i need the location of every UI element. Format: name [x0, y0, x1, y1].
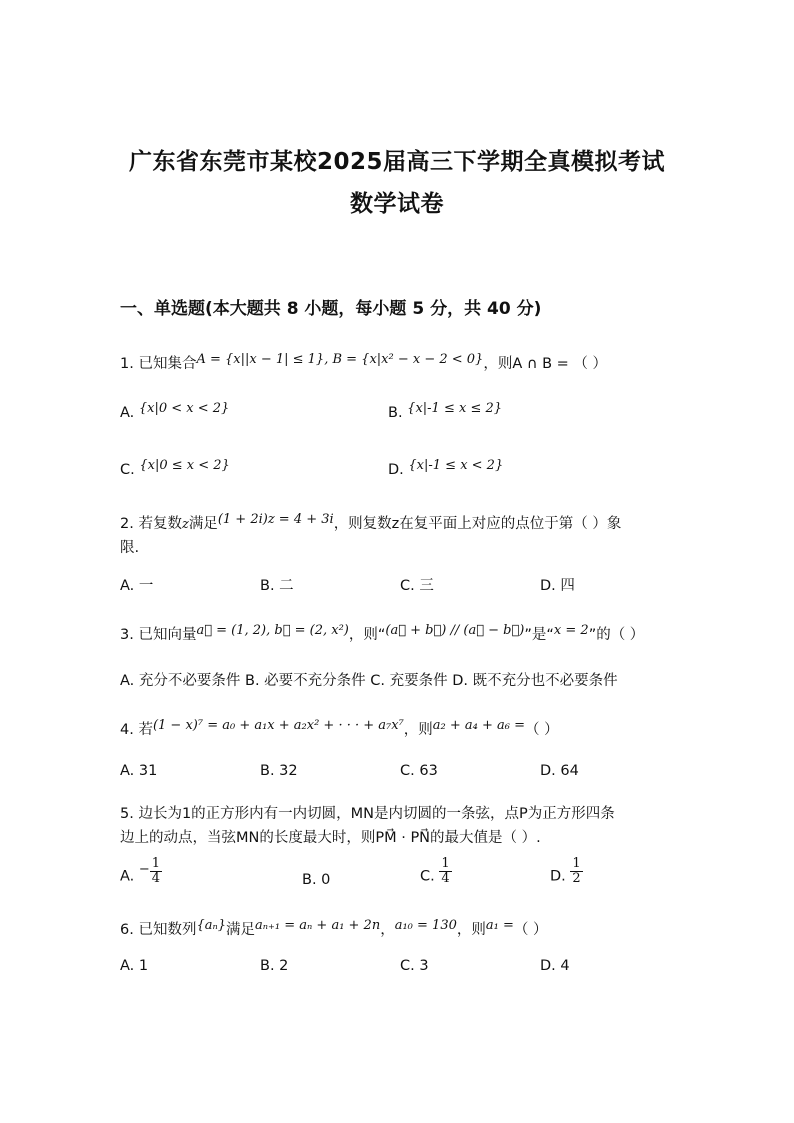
q1-option-c[interactable]: [120, 458, 230, 478]
q3-options[interactable]: A. 充分不必要条件 B. 必要不充分条件 C. 充要条件 D. 既不充分也不必要条件: [120, 673, 618, 689]
minus-sign: −: [138, 862, 150, 877]
q2-option-a[interactable]: A. 一: [120, 578, 154, 594]
q6-option-d[interactable]: D. 4: [540, 958, 570, 974]
question-6: [120, 918, 547, 939]
question-2-line2: 限.: [120, 540, 140, 556]
numerator: 1: [572, 856, 581, 871]
q1-option-b[interactable]: [388, 401, 503, 421]
q6-mid3: ，则: [456, 922, 486, 938]
q2-prefix: 2. 若复数: [120, 516, 182, 532]
q6-prefix: 6. 已知数列: [120, 922, 197, 938]
q5-option-c[interactable]: [420, 856, 452, 891]
q4-mid: ，则: [403, 722, 433, 738]
q3-mid: ，则“: [348, 627, 386, 643]
option-math: {x|0 ≤ x < 2}: [139, 458, 230, 473]
q6-math3: a₁₀ = 130: [394, 918, 457, 933]
q4-option-a[interactable]: A. 31: [120, 763, 158, 779]
option-letter: D.: [550, 868, 566, 885]
option-letter: B.: [388, 405, 403, 421]
q4-option-d[interactable]: D. 64: [540, 763, 579, 779]
q3-math2: (a⃗ + b⃗) // (a⃗ − b⃗): [385, 623, 525, 638]
q2-option-b[interactable]: B. 二: [260, 578, 294, 594]
q4-option-b[interactable]: B. 32: [260, 763, 298, 779]
q6-mid: 满足: [226, 922, 256, 938]
question-4: [120, 718, 559, 739]
option-letter: D.: [388, 462, 404, 478]
question-2: [120, 512, 621, 533]
q4-suffix: （ ）: [525, 722, 559, 738]
section-heading-single-choice: 一、单选题(本大题共 8 小题，每小题 5 分，共 40 分): [120, 299, 542, 319]
q5-option-b[interactable]: B. 0: [302, 872, 331, 888]
q2-option-d[interactable]: D. 四: [540, 578, 575, 594]
q6-math2: aₙ₊₁ = aₙ + a₁ + 2n: [255, 918, 381, 933]
q1-option-d[interactable]: [388, 458, 504, 478]
q6-mid2: ，: [380, 922, 395, 938]
q1-prefix: 1. 已知集合: [120, 356, 197, 372]
q6-suffix: （ ）: [513, 922, 548, 938]
q2-suffix: ，则复数z在复平面上对应的点位于第（ ）象: [333, 516, 622, 532]
q4-prefix: 4. 若: [120, 722, 153, 738]
q3-mid2: ”是“: [524, 627, 554, 643]
denominator: 2: [572, 871, 581, 886]
q2-var: z: [181, 517, 189, 532]
question-5-line2: 边上的动点，当弦MN的长度最大时，则PM⃗ · PN⃗的最大值是（ ）.: [120, 830, 541, 846]
q6-math4: a₁ =: [485, 918, 514, 933]
q2-option-c[interactable]: C. 三: [400, 578, 434, 594]
q5-d-fraction: [570, 857, 582, 886]
numerator: 1: [151, 856, 161, 871]
q5-a-fraction: [139, 857, 162, 886]
q1-option-a[interactable]: [120, 401, 230, 421]
option-letter: A.: [120, 868, 135, 885]
exam-title-line2: 数学试卷: [350, 191, 444, 217]
denominator: 4: [441, 871, 450, 886]
q6-option-a[interactable]: A. 1: [120, 958, 149, 974]
q1-suffix: ，则A ∩ B = （ ）: [483, 356, 608, 372]
q4-math: (1 − x)⁷ = a₀ + a₁x + a₂x² + · · · + a₇x⁷: [152, 718, 404, 733]
option-letter: C.: [420, 868, 435, 885]
q6-option-c[interactable]: C. 3: [400, 958, 429, 974]
q4-math2: a₂ + a₄ + a₆ =: [432, 718, 526, 733]
option-letter: C.: [120, 462, 135, 478]
q2-math: (1 + 2i)z = 4 + 3i: [217, 512, 334, 527]
option-math: {x|0 < x < 2}: [138, 401, 230, 416]
q6-option-b[interactable]: B. 2: [260, 958, 289, 974]
numerator: 1: [441, 856, 450, 871]
q4-option-c[interactable]: C. 63: [400, 763, 438, 779]
q1-math: A = {x||x − 1| ≤ 1}, B = {x|x² − x − 2 < 0}: [196, 352, 484, 367]
option-letter: A.: [120, 405, 135, 421]
q3-math: a⃗ = (1, 2), b⃗ = (2, x²): [196, 623, 349, 638]
exam-title-line1: 广东省东莞市某校2025届高三下学期全真模拟考试: [128, 149, 665, 175]
option-math: {x|-1 ≤ x ≤ 2}: [407, 401, 503, 416]
q5-option-a[interactable]: [120, 856, 162, 891]
q3-suffix: ”的（ ）: [588, 627, 645, 643]
q6-math: {aₙ}: [196, 918, 227, 933]
denominator: 4: [151, 871, 161, 886]
q3-prefix: 3. 已知向量: [120, 627, 197, 643]
q5-option-d[interactable]: [550, 856, 583, 891]
option-math: {x|-1 ≤ x < 2}: [408, 458, 504, 473]
question-3: [120, 623, 644, 644]
q5-c-fraction: [439, 857, 451, 886]
q2-mid: 满足: [188, 516, 218, 532]
question-5-line1: 5. 边长为1的正方形内有一内切圆，MN是内切圆的一条弦，点P为正方形四条: [120, 806, 615, 822]
question-1: [120, 352, 607, 373]
q3-math3: x = 2: [553, 623, 589, 638]
